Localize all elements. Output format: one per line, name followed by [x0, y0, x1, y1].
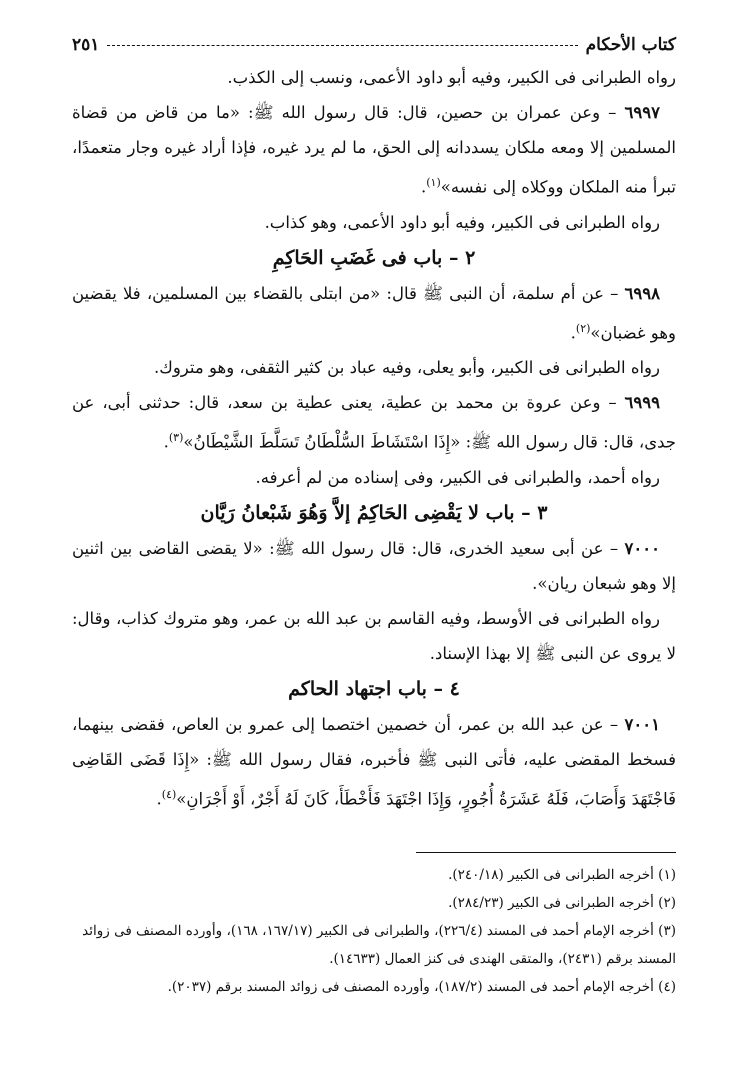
- section-heading: ٤ – باب اجتهاد الحاكم: [288, 677, 460, 700]
- chapter-title: كتاب الأحكام: [585, 35, 676, 55]
- footnote-ref: (٣): [168, 431, 184, 444]
- hadith-number: ٦٩٩٧: [624, 103, 660, 122]
- hadith-7001: ٧٠٠١ – عن عبد الله بن عمر، أن خصمين اختصما إلى عمرو بن العاص، فقضى بينهما، فسخط المقضى عليه، فأتى النبى ﷺ فأخبره، فقال رسول الله ﷺ: «إِذَا قَضَى القَاضِى فَاجْتَهَدَ وَأَصَابَ، فَلَهُ عَشَرَةُ أُجُورٍ، وَإِذَا اجْتَهَدَ فَأَخْطَأَ، كَانَ لَهُ أَجْرٌ، أَوْ أَجْرَانِ»$^{(٤)}$.: [72, 714, 676, 808]
- note-text: رواه الطبرانى فى الأوسط، وفيه القاسم بن عبد الله بن عمر، وهو متروك كذاب، وقال: لا يروى عن النبى ﷺ إلا بهذا الإسناد.: [72, 608, 676, 663]
- hadith-6998: ٦٩٩٨ – عن أم سلمة، أن النبى ﷺ قال: «من ابتلى بالقضاء بين المسلمين، فلا يقضين وهو غضبان»$^{(٢)}$.: [72, 283, 676, 342]
- footnote-separator: [416, 852, 676, 853]
- narration-note: [72, 460, 676, 495]
- hadith-text: – عن أم سلمة، أن النبى ﷺ قال: «من ابتلى بالقضاء بين المسلمين، فلا يقضين وهو غضبان»: [72, 283, 676, 342]
- hadith-text: – عن عبد الله بن عمر، أن خصمين اختصما إلى عمرو بن العاص، فقضى بينهما، فسخط المقضى عليه، فأتى النبى ﷺ فأخبره، فقال رسول الله ﷺ: «إِذَا قَضَى القَاضِى فَاجْتَهَدَ وَأَصَابَ، فَلَهُ عَشَرَةُ أُجُورٍ، وَإِذَا اجْتَهَدَ فَأَخْطَأَ، كَانَ لَهُ أَجْرٌ، أَوْ أَجْرَانِ»: [72, 714, 676, 808]
- hadith-number: ٦٩٩٨: [624, 283, 660, 303]
- note-text: رواه أحمد، والطبرانى فى الكبير، وفى إسناده من لم أعرفه.: [255, 467, 660, 487]
- footnote-ref: (٤): [161, 787, 177, 801]
- footnotes: [72, 861, 676, 1001]
- section-heading: ٣ – باب لا يَقْضِى الحَاكِمُ إلاَّ وَهُوَ شَبْعانُ رَيَّان: [200, 501, 548, 524]
- hadith-text: – عن أبى سعيد الخدرى، قال: قال رسول الله ﷺ: «لا يقضى القاضى بين اثنين إلا وهو شبعان ريان».: [72, 538, 676, 593]
- hadith-7000: [72, 531, 676, 601]
- note-text: رواه الطبرانى فى الكبير، وأبو يعلى، وفيه عباد بن كثير الثقفى، وهو متروك.: [153, 358, 660, 377]
- hadith-number: ٧٠٠٠: [624, 538, 660, 558]
- hadith-number: ٦٩٩٩: [624, 393, 660, 412]
- hadith-text: – وعن عروة بن محمد بن عطية، يعنى عطية بن سعد، قال: حدثنى أبى، عن جدى، قال: قال رسول الله ﷺ: «إِذَا اسْتَشَاطَ السُّلْطَانُ تَسَلَّطَ الشَّيْطَانُ»: [72, 393, 676, 452]
- narration-note: [72, 205, 676, 240]
- narration-note: [72, 350, 676, 385]
- footnote-ref: (١): [426, 176, 441, 189]
- header-rule: [107, 45, 577, 46]
- narration-note: [72, 60, 676, 95]
- running-header: [72, 30, 676, 60]
- footnote: (٣) أخرجه الإمام أحمد فى المسند (٢٢٦/٤)، والطبرانى فى الكبير (١٦٧/١٧، ١٦٨)، وأورده المصنف فى زوائد المسند برقم (٢٤٣١)، والمتقى الهندى فى كنز العمال (١٤٦٣٣).: [82, 923, 676, 967]
- footnote: (٤) أخرجه الإمام أحمد فى المسند (١٨٧/٢)، وأورده المصنف فى زوائد المسند برقم (٢٠٣٧).: [167, 979, 676, 995]
- hadith-number: ٧٠٠١: [624, 714, 660, 734]
- footnote-ref: (٢): [575, 321, 591, 335]
- note-text: رواه الطبرانى فى الكبير، وفيه أبو داود الأعمى، وهو كذاب.: [264, 212, 660, 232]
- hadith-6999: ٦٩٩٩ – وعن عروة بن محمد بن عطية، يعنى عطية بن سعد، قال: حدثنى أبى، عن جدى، قال: قال رسول الله ﷺ: «إِذَا اسْتَشَاطَ السُّلْطَانُ تَسَلَّطَ الشَّيْطَانُ»$^{(٣)}$.: [72, 393, 676, 452]
- narration-note: [72, 601, 676, 671]
- note-text: رواه الطبرانى فى الكبير، وفيه أبو داود الأعمى، ونسب إلى الكذب.: [227, 68, 676, 87]
- page-number: ٢٥١: [72, 35, 100, 55]
- footnote: (١) أخرجه الطبرانى فى الكبير (٢٤٠/١٨).: [448, 867, 676, 883]
- hadith-6997: ٦٩٩٧ – وعن عمران بن حصين، قال: قال رسول الله ﷺ: «ما من قاض من قضاة المسلمين إلا ومعه ملكان يسددانه إلى الحق، ما لم يرد غيره، فإذا أراد غيره وجار متعمدًا، تبرأ منه الملكان ووكلاه إلى نفسه»$^{(١)}$.: [72, 103, 677, 197]
- section-heading: ٢ – باب فى غَضَبِ الحَاكِمِ: [272, 246, 476, 269]
- hadith-text: – وعن عمران بن حصين، قال: قال رسول الله ﷺ: «ما من قاض من قضاة المسلمين إلا ومعه ملكان يسددانه إلى الحق، ما لم يرد غيره، فإذا أراد غيره وجار متعمدًا، تبرأ منه الملكان ووكلاه إلى نفسه»: [72, 103, 677, 197]
- footnote: (٢) أخرجه الطبرانى فى الكبير (٢٨٤/٢٣).: [448, 895, 676, 911]
